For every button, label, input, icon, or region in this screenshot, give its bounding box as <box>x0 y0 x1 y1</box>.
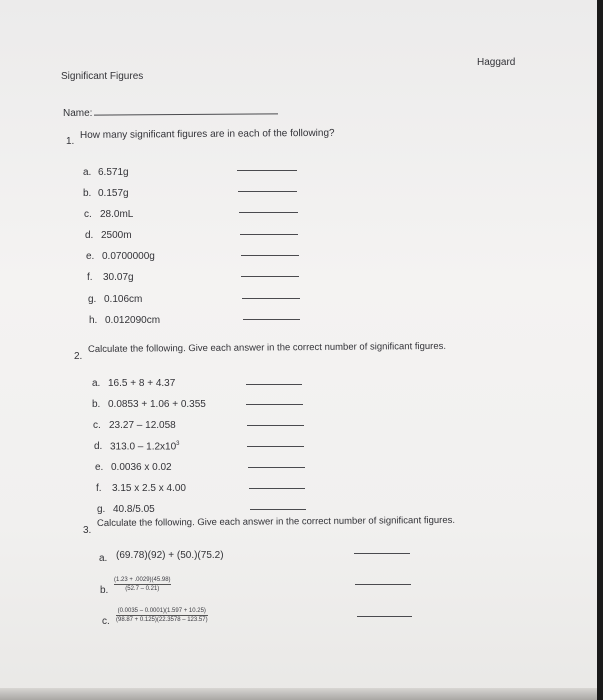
author-name: Haggard <box>477 57 516 68</box>
q2-item-d-letter: d. <box>94 441 103 452</box>
q1-item-h-letter: h. <box>89 315 98 326</box>
name-label: Name: <box>63 108 93 119</box>
q1-answer-blank-b <box>238 191 297 192</box>
q1-prompt: How many significant figures are in each of the following? <box>79 127 335 141</box>
q2-item-a: 16.5 + 8 + 4.37 <box>108 378 176 389</box>
q2-item-g-letter: g. <box>97 504 106 515</box>
q3-item-c-letter: c. <box>102 616 110 627</box>
q3-item-c-numerator: (0.0035 – 0.0001)(1.597 + 10.25) <box>117 608 206 614</box>
q1-item-f-letter: f. <box>87 272 93 283</box>
q1-answer-blank-f <box>241 276 299 277</box>
q3-prompt: Calculate the following. Give each answer in the correct number of significant figures. <box>96 514 456 529</box>
q2-prompt: Calculate the following. Give each answer in the correct number of significant figures. <box>87 340 447 355</box>
q1-answer-blank-d <box>240 234 298 235</box>
q1-item-b-letter: b. <box>83 188 92 199</box>
q1-item-e: 0.0700000g <box>102 251 155 262</box>
worksheet-title: Significant Figures <box>61 71 144 82</box>
q3-item-a: (69.78)(92) + (50.)(75.2) <box>116 550 224 561</box>
q3-item-c-fraction <box>116 608 208 623</box>
q3-item-b-denominator: (52.7 – 0.21) <box>125 586 160 592</box>
q2-answer-blank-e <box>248 467 305 468</box>
q1-answer-blank-h <box>243 319 300 320</box>
q2-item-f: 3.15 x 2.5 x 4.00 <box>112 483 186 494</box>
q1-item-a-letter: a. <box>83 167 92 178</box>
q2-item-d <box>110 441 180 452</box>
q1-item-c-letter: c. <box>84 209 92 220</box>
page-bottom-edge <box>0 688 603 700</box>
q3-item-b-fraction <box>114 577 171 592</box>
q1-item-f: 30.07g <box>103 272 134 283</box>
q1-item-e-letter: e. <box>86 251 95 262</box>
q2-answer-blank-c <box>247 425 304 426</box>
q1-item-h: 0.012090cm <box>105 315 161 326</box>
q3-item-c-denominator: (98.87 + 0.125)(22.3578 – 123.57) <box>116 617 208 623</box>
q2-answer-blank-b <box>246 404 303 405</box>
q2-item-a-letter: a. <box>92 378 101 389</box>
q2-item-c: 23.27 – 12.058 <box>109 420 176 431</box>
q3-answer-blank-c <box>357 616 412 617</box>
q1-item-d: 2500m <box>101 230 132 241</box>
q1-item-a: 6.571g <box>98 167 129 178</box>
name-blank <box>94 113 278 115</box>
q1-item-c: 28.0mL <box>100 209 134 220</box>
q2-item-f-letter: f. <box>96 483 102 494</box>
q1-item-g: 0.106cm <box>104 294 143 305</box>
q2-item-e-letter: e. <box>95 462 104 473</box>
q2-item-d-text: 313.0 – 1.2x10 <box>110 441 177 453</box>
q1-item-b: 0.157g <box>98 188 129 199</box>
q3-item-a-letter: a. <box>99 553 108 564</box>
q2-item-d-exponent: 3 <box>176 441 180 447</box>
q2-answer-blank-f <box>249 488 305 489</box>
q1-item-d-letter: d. <box>85 230 94 241</box>
q1-answer-blank-c <box>239 212 298 213</box>
q1-answer-blank-g <box>242 298 300 299</box>
q2-answer-blank-g <box>250 509 306 510</box>
q1-answer-blank-a <box>237 170 297 171</box>
q2-item-b-letter: b. <box>92 399 101 410</box>
q1-answer-blank-e <box>241 255 299 256</box>
q3-answer-blank-a <box>354 553 410 554</box>
q1-number: 1. <box>66 136 75 147</box>
q2-item-e: 0.0036 x 0.02 <box>111 462 172 473</box>
q2-answer-blank-a <box>246 384 302 385</box>
q2-item-c-letter: c. <box>93 420 101 431</box>
q2-number: 2. <box>74 351 83 362</box>
q2-answer-blank-d <box>247 446 304 447</box>
page-right-edge <box>597 0 603 700</box>
q3-item-b-letter: b. <box>100 585 109 596</box>
q1-item-g-letter: g. <box>88 294 97 305</box>
q3-number: 3. <box>83 525 92 536</box>
q3-item-b-numerator: (1.23 + .0029)(45.98) <box>114 577 171 583</box>
q3-answer-blank-b <box>355 584 411 585</box>
q2-item-g: 40.8/5.05 <box>113 504 155 515</box>
q2-item-b: 0.0853 + 1.06 + 0.355 <box>108 399 206 410</box>
